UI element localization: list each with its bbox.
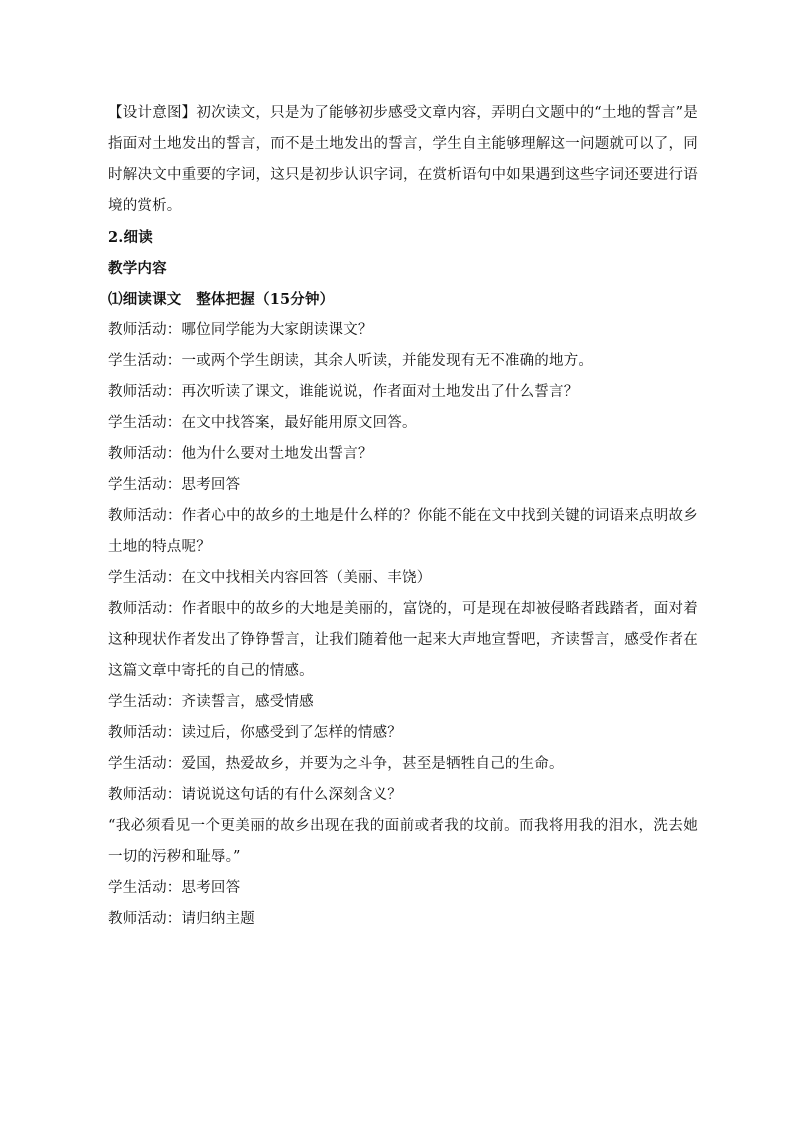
dialogue-line: 教师活动：作者心中的故乡的土地是什么样的？你能不能在文中找到关键的词语来点明故乡土地的特点呢？ [108,508,698,555]
subsection-title: 教学内容 [108,260,167,277]
section-title: 2.细读 [108,229,153,246]
item-title: ⑴细读课文 整体把握（15分钟） [108,291,335,308]
design-intent-paragraph: 【设计意图】初次读文，只是为了能够初步感受文章内容，弄明白文题中的“土地的誓言”是指面对土地发出的誓言，而不是土地发出的誓言，学生自主能够理解这一问题就可以了，同时解决文中重要的字词，这只是初步认识字词，在赏析语句中如果遇到这些字词还要进行语境的赏析。 [108,105,698,214]
dialogue-line: 学生活动：思考回答 [108,880,241,896]
dialogue-line: 教师活动：读过后，你感受到了怎样的情感？ [108,725,402,741]
dialogue-line: 学生活动：思考回答 [108,477,241,493]
quote-paragraph: “我必须看见一个更美丽的故乡出现在我的面前或者我的坟前。而我将用我的泪水，洗去她一切的污秽和耻辱。” [108,818,698,865]
dialogue-line: 教师活动：请归纳主题 [108,911,255,927]
dialogue-line: 教师活动：他为什么要对土地发出誓言？ [108,446,373,462]
document-body [108,98,698,935]
dialogue-line: 学生活动：一或两个学生朗读，其余人听读，并能发现有无不准确的地方。 [108,353,594,369]
dialogue-line: 教师活动：哪位同学能为大家朗读课文？ [108,322,373,338]
dialogue-line: 学生活动：在文中找答案，最好能用原文回答。 [108,415,417,431]
dialogue-line: 学生活动：在文中找相关内容回答（美丽、丰饶） [108,570,432,586]
dialogue-line: 教师活动：请说说这句话的有什么深刻含义？ [108,787,402,803]
dialogue-line: 学生活动：爱国，热爱故乡，并要为之斗争，甚至是牺牲自己的生命。 [108,756,564,772]
dialogue-line: 教师活动：再次听读了课文，谁能说说，作者面对土地发出了什么誓言？ [108,384,579,400]
dialogue-line: 学生活动：齐读誓言，感受情感 [108,694,314,710]
dialogue-line: 教师活动：作者眼中的故乡的大地是美丽的，富饶的，可是现在却被侵略者践踏者，面对着这种现状作者发出了铮铮誓言，让我们随着他一起来大声地宣誓吧，齐读誓言，感受作者在这篇文章中寄托的自己的情感。 [108,601,698,679]
